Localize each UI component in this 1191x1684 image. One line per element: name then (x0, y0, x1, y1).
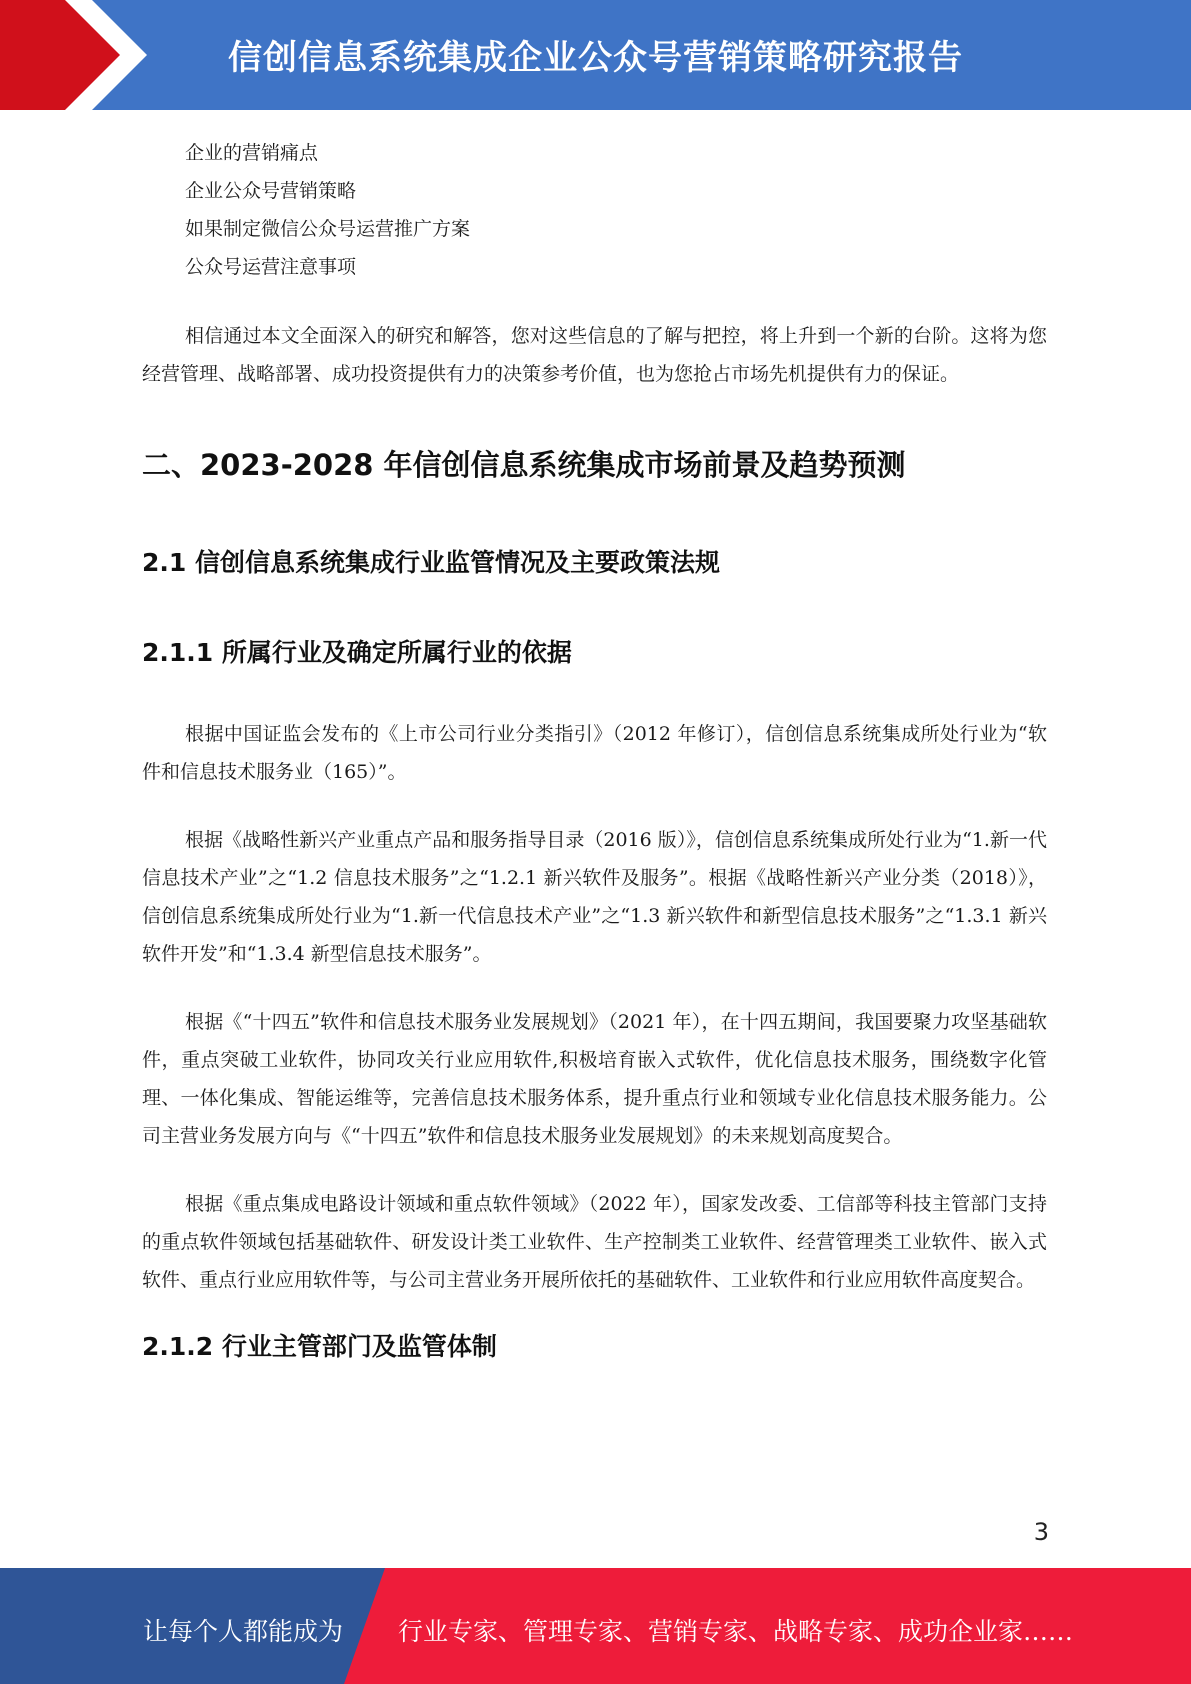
subsection-2-1-2-heading: 2.1.2 行业主管部门及监管体制 (142, 1332, 497, 1361)
section-2-heading: 二、2023-2028 年信创信息系统集成市场前景及趋势预测 (142, 448, 906, 482)
body-paragraph: 根据中国证监会发布的《上市公司行业分类指引》（2012 年修订），信创信息系统集成所处行业为“软件和信息技术服务业（165）”。 (142, 723, 1047, 783)
header-banner (0, 0, 1191, 110)
footer-slogan-left: 让每个人都能成为 (143, 1617, 344, 1646)
header-arrow-decoration (0, 0, 160, 110)
page-content (142, 134, 1047, 1365)
body-paragraph: 根据《“十四五”软件和信息技术服务业发展规划》（2021 年），在十四五期间，我国要聚力攻坚基础软件，重点突破工业软件，协同攻关行业应用软件,积极培育嵌入式软件，优化信息技术服务，围绕数字化管理、一体化集成、智能运维等，完善信息技术服务体系，提升重点行业和领域专业化信息技术服务能力。公司主营业务发展方向与《“十四五”软件和信息技术服务业发展规划》的未来规划高度契合。 (142, 1011, 1047, 1147)
toc-item: 公众号运营注意事项 (185, 256, 357, 278)
toc-item: 如果制定微信公众号运营推广方案 (185, 218, 471, 240)
toc-item: 企业的营销痛点 (185, 142, 319, 164)
body-paragraph: 根据《战略性新兴产业重点产品和服务指导目录（2016 版）》，信创信息系统集成所处行业为“1.新一代信息技术产业”之“1.2 信息技术服务”之“1.2.1 新兴软件及服务”。根据《战略性新兴产业分类（2018）》，信创信息系统集成所处行业为“1.新一代信息技术产业”之“1.3 新兴软件和新型信息技术服务”之“1.3.1 新兴软件开发”和“1.3.4 新型信息技术服务”。 (142, 829, 1047, 965)
page-number: 3 (1033, 1518, 1049, 1546)
subsection-2-1-1-heading: 2.1.1 所属行业及确定所属行业的依据 (142, 638, 572, 667)
toc-item: 企业公众号营销策略 (185, 180, 357, 202)
footer-banner (0, 1568, 1191, 1684)
footer-slogan-right: 行业专家、管理专家、营销专家、战略专家、成功企业家…… (398, 1617, 1074, 1646)
subsection-2-1-heading: 2.1 信创信息系统集成行业监管情况及主要政策法规 (142, 548, 720, 577)
body-paragraph: 根据《重点集成电路设计领域和重点软件领域》（2022 年），国家发改委、工信部等科技主管部门支持的重点软件领域包括基础软件、研发设计类工业软件、生产控制类工业软件、经营管理类工业软件、嵌入式软件、重点行业应用软件等，与公司主营业务开展所依托的基础软件、工业软件和行业应用软件高度契合。 (142, 1193, 1047, 1291)
report-title: 信创信息系统集成企业公众号营销策略研究报告 (228, 38, 963, 78)
intro-paragraph: 相信通过本文全面深入的研究和解答，您对这些信息的了解与把控，将上升到一个新的台阶。这将为您经营管理、战略部署、成功投资提供有力的决策参考价值，也为您抢占市场先机提供有力的保证。 (142, 325, 1047, 385)
